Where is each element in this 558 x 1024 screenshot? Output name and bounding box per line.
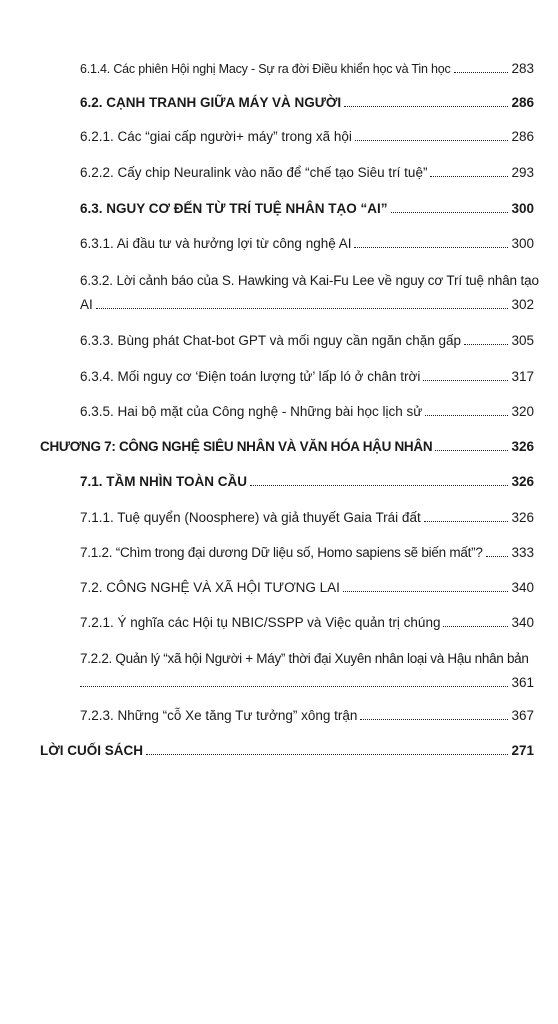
toc-entry-title: 7.1.1. Tuệ quyển (Noosphere) và giả thuyết Gaia Trái đất: [80, 510, 421, 525]
toc-entry-page: 302: [511, 297, 534, 312]
dot-leader: [343, 591, 509, 592]
dot-leader: [486, 556, 509, 557]
dot-leader: [430, 176, 508, 177]
toc-entry-page: 286: [511, 129, 534, 144]
toc-entry: [80, 542, 534, 563]
toc-entry-title: 6.2. CẠNH TRANH GIỮA MÁY VÀ NGƯỜI: [80, 95, 342, 110]
toc-entry-page: 333: [511, 545, 534, 560]
toc-entry: [80, 330, 534, 351]
toc-entry-title: 6.3.4. Mối nguy cơ ‘Điện toán lượng tử’ lấp ló ở chân trời: [80, 369, 421, 384]
dot-leader: [391, 212, 509, 213]
toc-entry-title: 7.2.3. Những “cỗ Xe tăng Tư tưởng” xông trận: [80, 708, 358, 723]
toc-entry: [80, 612, 534, 633]
toc-entry-page: 300: [511, 201, 534, 216]
toc-entry: [80, 401, 534, 422]
dot-leader: [354, 247, 508, 248]
toc-entry-title-line2: AI: [80, 297, 93, 312]
toc-entry-page: 340: [511, 615, 534, 630]
toc-entry: [80, 577, 534, 598]
toc-entry-title-line1: 6.3.2. Lời cảnh báo của S. Hawking và Kai-Fu Lee về nguy cơ Trí tuệ nhân tạo: [80, 273, 539, 288]
toc-entry-title: 6.3.1. Ai đầu tư và hưởng lợi từ công nghệ AI: [80, 236, 352, 251]
toc-entry-section: [80, 198, 534, 219]
toc-entry-page: 286: [511, 95, 534, 110]
dot-leader: [344, 106, 508, 107]
toc-entry: [80, 58, 534, 80]
toc-entry-section: [80, 471, 534, 492]
toc-entry-page: 340: [511, 580, 534, 595]
toc-entry-title: 7.2. CÔNG NGHỆ VÀ XÃ HỘI TƯƠNG LAI: [80, 580, 340, 595]
dot-leader: [250, 485, 508, 486]
toc-entry-page: 367: [511, 708, 534, 723]
toc-entry: [80, 126, 534, 147]
toc-entry-multiline: [80, 648, 534, 693]
toc-entry-multiline: [80, 270, 539, 315]
toc-entry-page: 283: [511, 61, 534, 76]
toc-entry-page: 361: [511, 675, 534, 690]
dot-leader: [464, 344, 508, 345]
dot-leader: [96, 308, 509, 309]
toc-entry-page: 320: [511, 404, 534, 419]
toc-entry-title: 7.2.1. Ý nghĩa các Hội tụ NBIC/SSPP và Việc quản trị chúng: [80, 615, 441, 630]
dot-leader: [424, 521, 509, 522]
toc-entry-page: 305: [511, 333, 534, 348]
dot-leader: [423, 380, 508, 381]
toc-entry-page: 326: [511, 510, 534, 525]
toc-entry-page: 293: [511, 165, 534, 180]
toc-entry: [80, 705, 534, 726]
dot-leader: [355, 140, 509, 141]
dot-leader: [435, 450, 508, 451]
toc-entry: [80, 162, 534, 183]
toc-entry-title: 6.2.2. Cấy chip Neuralink vào não để “chế tạo Siêu trí tuệ”: [80, 165, 428, 180]
toc-entry-page: 326: [511, 439, 534, 454]
toc-entry-title-line1: 7.2.2. Quản lý “xã hội Người + Máy” thời đại Xuyên nhân loại và Hậu nhân bản: [80, 651, 529, 666]
toc-entry: [80, 507, 534, 528]
toc-entry-page: 271: [511, 743, 534, 758]
dot-leader: [443, 626, 508, 627]
toc-entry-page: 300: [511, 236, 534, 251]
dot-leader: [146, 754, 508, 755]
dot-leader: [425, 415, 508, 416]
toc-entry-title: 6.3. NGUY CƠ ĐẾN TỪ TRÍ TUỆ NHÂN TẠO “AI”: [80, 201, 388, 216]
toc-entry-chapter: [40, 740, 534, 761]
toc-entry-title: 7.1.2. “Chìm trong đại dương Dữ liệu số, Homo sapiens sẽ biến mất”?: [80, 545, 483, 560]
toc-entry-title: 6.1.4. Các phiên Hội nghị Macy - Sự ra đời Điều khiển học và Tin học: [80, 62, 451, 76]
dot-leader: [80, 686, 508, 687]
toc-entry-title: 6.2.1. Các “giai cấp người+ máy” trong xã hội: [80, 129, 352, 144]
toc-entry-section: [80, 92, 534, 113]
toc-entry-title: LỜI CUỐI SÁCH: [40, 743, 144, 758]
toc-entry-chapter: [40, 436, 534, 457]
toc-entry-title: CHƯƠNG 7: CÔNG NGHỆ SIÊU NHÂN VÀ VĂN HÓA HẬU NHÂN: [40, 439, 433, 454]
toc-entry-title: 6.3.5. Hai bộ mặt của Công nghệ - Những bài học lịch sử: [80, 404, 423, 419]
toc-entry-title: 6.3.3. Bùng phát Chat-bot GPT và mối nguy cần ngăn chặn gấp: [80, 333, 462, 348]
toc-entry-page: 317: [511, 369, 534, 384]
toc-entry: [80, 233, 534, 254]
toc-entry-title: 7.1. TẦM NHÌN TOÀN CẦU: [80, 474, 248, 489]
toc-entry: [80, 366, 534, 387]
dot-leader: [454, 72, 509, 73]
dot-leader: [360, 719, 508, 720]
toc-entry-page: 326: [511, 474, 534, 489]
